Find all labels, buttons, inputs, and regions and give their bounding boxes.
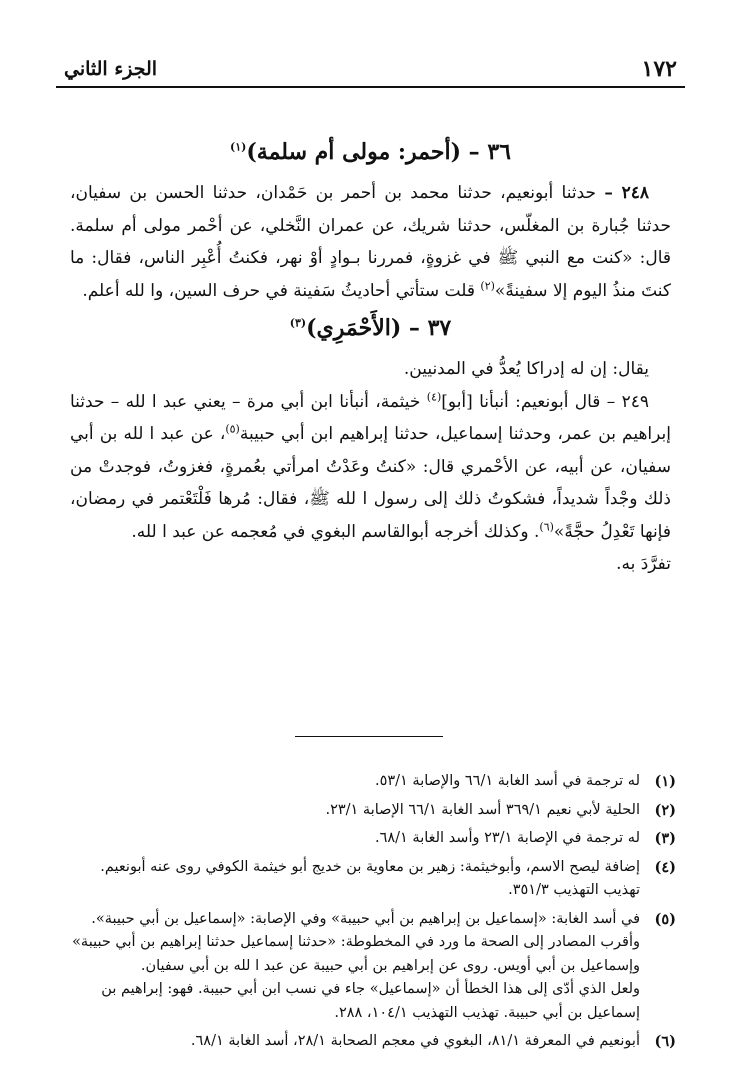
footnote-2: (٢) الحلية لأبي نعيم ٣٦٩/١ أسد الغابة ٦٦/١ الإصابة ٢٣/١. xyxy=(70,799,676,823)
section-37-heading: ٣٧ – (الأَحْمَرِي)$^{(٣)}$ xyxy=(289,315,452,341)
page-header xyxy=(60,56,681,84)
main-text xyxy=(70,135,671,581)
footnote-5: (٥) في أسد الغابة: «إسماعيل بن إبراهيم بن أبي حبيبة» وفي الإصابة: «إسماعيل بن أبي حبيبة». وأقرب المصادر إلى الصحة ما ورد في المخطوطة: «حدثنا إسماعيل حدثنا إبراهيم بن أبي حبيبة» وإسماعيل بن أبي أويس. روى عن إبراهيم بن أبي حبيبة عن عبد ا لله بن أبي سفيان. ولعل الذي أدّى إلى هذا الخطأ أن «إسماعيل» جاء في نسب ابن أبي حبيبة. فهو: إبراهيم بن إسماعيل بن أبي حبيبة. تهذيب التهذيب ١٠٤/١، ٢٨٨. xyxy=(70,908,676,1026)
footnote-4: (٤) إضافة ليصح الاسم، وأبوخيثمة: زهير بن معاوية بن خديج أبو خيثمة الكوفي روى عنه أبونعيم. تهذيب التهذيب ٣٥١/٣. xyxy=(70,856,676,903)
footnote-mark: (٢) xyxy=(654,801,676,819)
footnote-6: (٦) أبونعيم في المعرفة ٨١/١، البغوي في معجم الصحابة ٢٨/١، أسد الغابة ٦٨/١. xyxy=(70,1030,676,1054)
footnotes xyxy=(70,770,676,1059)
footnote-mark: (١) xyxy=(654,773,676,790)
footnote-ref-3: (٣) xyxy=(289,316,307,330)
footnote-mark: (٥) xyxy=(654,910,676,928)
footnote-mark: (٦) xyxy=(654,1033,676,1050)
section-37-intro: يقال: إن له إدراكا يُعدُّ في المدنيين. xyxy=(403,359,649,379)
hadith-249-closing: تفرَّدَ به. xyxy=(616,554,671,574)
header-rule xyxy=(56,86,685,88)
running-title: الجزء الثاني xyxy=(64,58,158,80)
footnote-ref-4: (٤) xyxy=(426,389,442,403)
page-number: ١٧٢ xyxy=(641,56,677,82)
footnote-ref-2: (٢) xyxy=(480,278,495,292)
footnote-ref-1: (١) xyxy=(230,140,247,154)
footnote-ref-5: (٥) xyxy=(225,422,240,436)
footnote-mark: (٤) xyxy=(654,858,676,876)
footnote-3: (٣) له ترجمة في الإصابة ٢٣/١ وأسد الغابة ٦٨/١. xyxy=(70,827,676,851)
hadith-248: ٢٤٨ – حدثنا أبونعيم، حدثنا محمد بن أحمر بن حَمْدان، حدثنا الحسن بن سفيان، حدثنا جُبارة بن المغلّس، حدثنا شريك، عن عمران النَّخلي، عن أحْمر مولى أم سلمة. قال: «كنت مع النبي ﷺ في غزوةٍ، فمررنا بـوادٍ أوْ نهر، فكنتُ أُعْبِر الناس، فقال: ما كنتَ منذُ اليوم إلا سفينةً»$^{(٢)}$ قلت ستأتي أحاديثُ سَفينة في حرف السين، وا لله أعلم. xyxy=(70,183,671,301)
hadith-249: ٢٤٩ – قال أبونعيم: أنبأنا [أبو]$^{(٤)}$ خيثمة، أنبأنا ابن أبي مرة – يعني عبد ا لله – حدثنا إبراهيم بن عمر، وحدثنا إسماعيل، حدثنا إبراهيم ابن أبي حبيبة$^{(٥)}$، عن عبد ا لله بن أبي سفيان، عن أبيه، عن الأحْمري قال: «كنتُ وعَدْتُ امرأتي بعُمرةٍ، فغزوتُ، فوجدتْ من ذلك وجْداً شديداً، فشكوتُ ذلك إلى رسول ا لله ﷺ، فقال: مُرها فَلْتَعْتمر في رمضان، فإنها تَعْدِلُ حجَّةً»$^{(٦)}$. وكذلك أخرجه أبوالقاسم البغوي في مُعجمه عن عبد ا لله. xyxy=(70,389,671,542)
section-36-heading: ٣٦ – (أحمر: مولى أم سلمة)$^{(١)}$ xyxy=(230,139,511,165)
footnote-divider xyxy=(295,736,443,737)
footnote-ref-6: (٦) xyxy=(539,519,554,533)
footnote-mark: (٣) xyxy=(654,830,676,847)
footnote-1: (١) له ترجمة في أسد الغابة ٦٦/١ والإصابة ٥٣/١. xyxy=(70,770,676,794)
